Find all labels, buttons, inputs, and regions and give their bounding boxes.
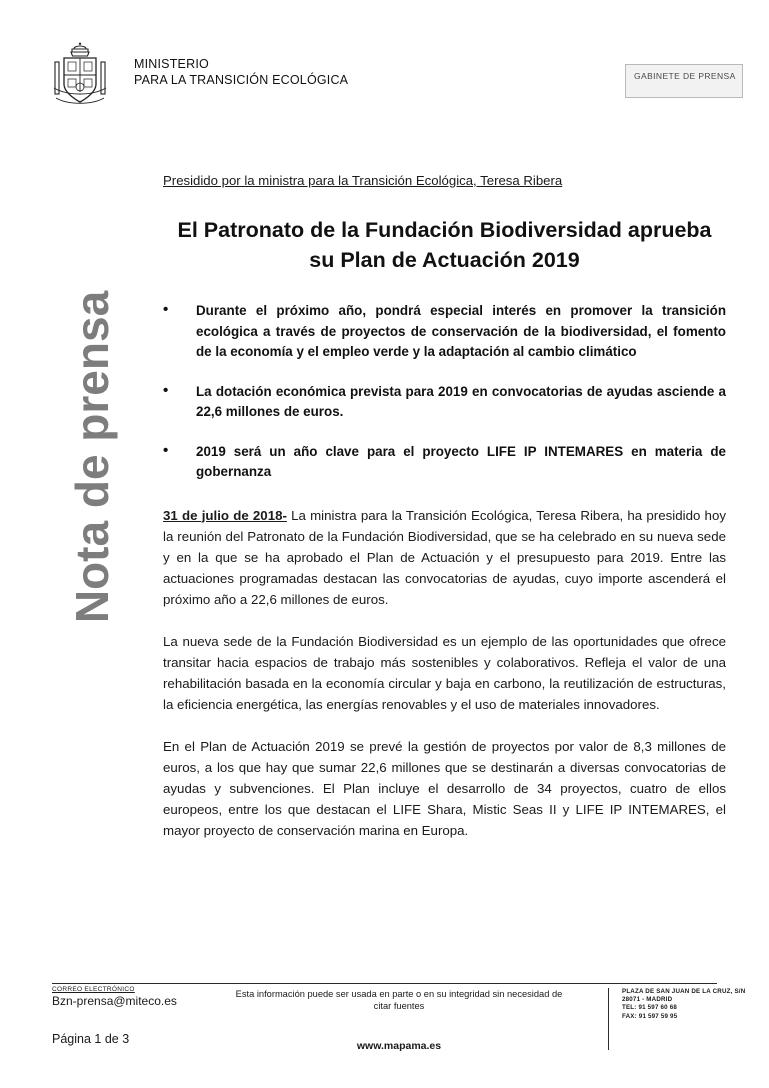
address-line-2: 28071 - MADRID <box>622 996 673 1004</box>
ministry-line-1: MINISTERIO <box>134 57 209 71</box>
ministry-name <box>134 56 348 88</box>
footer-contact <box>52 986 252 1046</box>
press-office-line-1: GABINETE <box>634 71 681 81</box>
paragraph-1 <box>163 505 726 610</box>
ministry-line-2: PARA LA TRANSICIÓN ECOLÓGICA <box>134 73 349 87</box>
page-number: Página 1 de 3 <box>52 1032 130 1046</box>
list-item: • La dotación económica prevista para 2019 en convocatorias de ayudas asciende a 22,6 millones de euros. <box>163 382 726 423</box>
footer-divider-line <box>52 983 717 984</box>
headline-line-2: su Plan de Actuación 2019 <box>309 248 580 272</box>
list-item: • Durante el próximo año, pondrá especial interés en promover la transición ecológica a través de proyectos de conservación de la biodiversidad, el fomento de la economía y el empleo verde y la adaptación al cambio climático <box>163 301 726 363</box>
list-item: • 2019 será un año clave para el proyecto LIFE IP INTEMARES en materia de gobernanza <box>163 442 726 483</box>
key-points-list <box>163 301 726 483</box>
footer-vertical-divider <box>608 988 609 1050</box>
paragraph-1-text: La ministra para la Transición Ecológica, Teresa Ribera, ha presidido hoy la reunión del Patronato de la Fundación Biodiversidad, que se ha celebrado en su nueva sede y en la que se ha aprobado el Plan de Actuación y el presupuesto para 2019. Entre las actuaciones programadas destacan las convocatorias de ayudas, cuyo importe ascenderá el próximo año a 22,6 millones de euros. <box>163 507 726 607</box>
press-office-line-2: DE PRENSA <box>682 71 736 81</box>
footer-notice <box>234 988 564 1052</box>
kicker-line: Presidido por la ministra para la Transición Ecológica, Teresa Ribera <box>163 173 563 188</box>
email-address[interactable]: Bzn-prensa@miteco.es <box>52 994 177 1008</box>
usage-notice: Esta información puede ser usada en parte o en su integridad sin necesidad de citar fuentes <box>235 989 563 1011</box>
email-label: CORREO ELECTRÓNICO <box>52 986 135 993</box>
page-title <box>163 215 726 275</box>
document-header <box>0 42 769 112</box>
press-office-box <box>625 64 743 98</box>
website-link[interactable]: www.mapama.es <box>356 1040 442 1052</box>
address-line-3: TEL: 91 597 60 68 <box>622 1004 677 1012</box>
dateline: 31 de julio de 2018- <box>163 507 287 523</box>
document-footer <box>52 986 746 1066</box>
paragraph-2: La nueva sede de la Fundación Biodiversidad es un ejemplo de las oportunidades que ofrece transitar hacia espacios de trabajo más sostenibles y colaborativos. Refleja el valor de una rehabilitación basada en la economía circular y baja en carbono, la reutilización de estructuras, la eficiencia energética, las energías renovables y el uso de materiales innovadores. <box>163 633 726 712</box>
footer-address <box>622 988 769 1021</box>
sidebar-vertical-title: Nota de prensa <box>66 290 118 624</box>
headline-line-1: El Patronato de la Fundación Biodiversidad aprueba <box>177 218 712 242</box>
address-line-4: FAX: 91 597 59 95 <box>622 1012 678 1020</box>
paragraph-3: En el Plan de Actuación 2019 se prevé la gestión de proyectos por valor de 8,3 millones de euros, a los que hay que sumar 22,6 millones que se destinarán a diversas convocatorias de ayudas y subvenciones. El Plan incluye el desarrollo de 34 proyectos, cuatro de ellos europeos, entre los que destacan el LIFE Shara, Mistic Seas II y LIFE IP INTEMARES, el mayor proyecto de conservación marina en Europa. <box>163 738 726 838</box>
address-line-1: PLAZA DE SAN JUAN DE LA CRUZ, S/N <box>622 988 746 995</box>
document-body <box>163 172 726 862</box>
spain-coat-of-arms-icon <box>52 42 108 108</box>
